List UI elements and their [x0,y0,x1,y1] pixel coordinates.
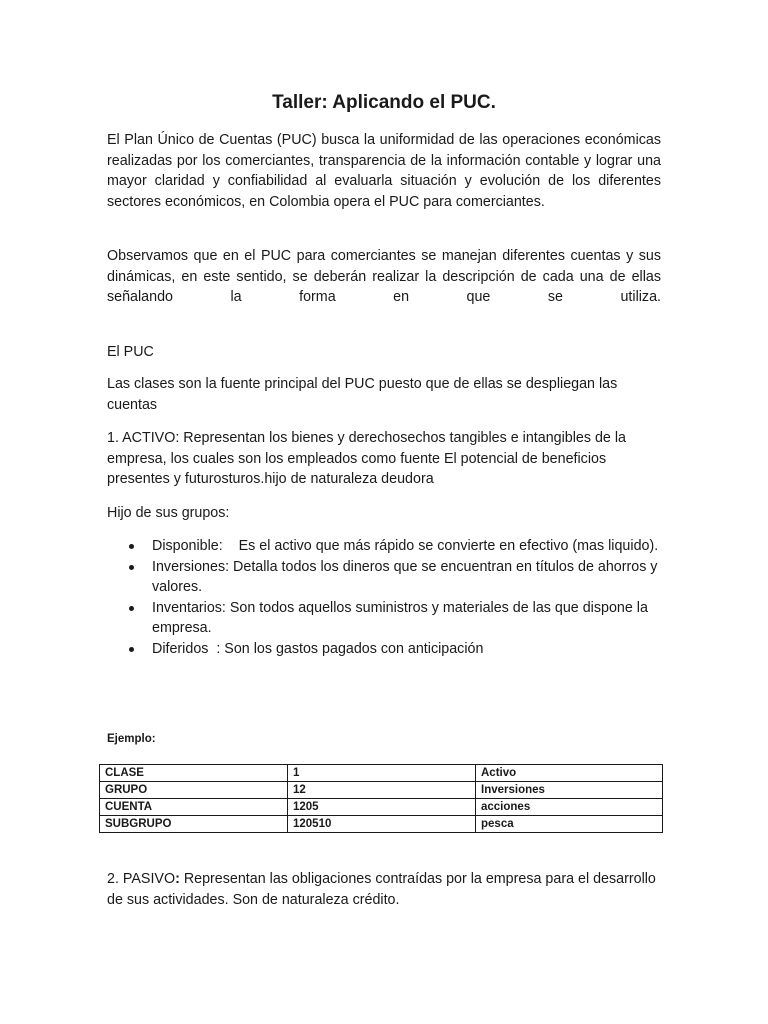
bullet-icon [129,647,134,652]
table-cell: 12 [288,782,476,799]
example-label: Ejemplo: [107,733,156,745]
table-cell: CLASE [100,765,288,782]
bullet-icon [129,606,134,611]
groups-label: Hijo de sus grupos: [107,505,230,521]
table-row [100,799,663,816]
list-item-text: Diferidos : Son los gastos pagados con anticipación [152,640,484,657]
list-item-text: Inventarios: Son todos aquellos suministros y materiales de las que dispone la empresa. [152,599,648,637]
table-cell: 120510 [288,816,476,833]
table-cell: 1 [288,765,476,782]
section-heading: El PUC [107,344,154,360]
table-cell: 1205 [288,799,476,816]
bullet-icon [129,544,134,549]
observation-paragraph: Observamos que en el PUC para comerciantes se manejan diferentes cuentas y sus dinámicas, en este sentido, se deberán realizar la descripción de cada una de ellas señalando la forma en que se utiliza. [107,248,661,306]
pasivo-prefix: 2. PASIVO [107,871,176,887]
pasivo-text: Representan las obligaciones contraídas por la empresa para el desarrollo de sus actividades. Son de naturaleza crédito. [107,871,656,908]
list-item [107,639,661,660]
groups-list [107,536,661,660]
document-title: Taller: Aplicando el PUC. [272,92,496,113]
table-cell: CUENTA [100,799,288,816]
activo-paragraph: 1. ACTIVO: Representan los bienes y derechosechos tangibles e intangibles de la empresa, los cuales son los empleados como fuente El potencial de beneficios presentes y futurosturos.hijo de naturaleza deudora [107,430,626,488]
table-cell: Activo [476,765,663,782]
intro-paragraph: El Plan Único de Cuentas (PUC) busca la uniformidad de las operaciones económicas realizadas por los comerciantes, transparencia de la información contable y lograr una mayor claridad y confiabilidad al evaluarla situación y evolución de los diferentes sectores económicos, en Colombia opera el PUC para comerciantes. [107,132,661,210]
list-item [107,557,661,598]
list-item-text: Disponible: Es el activo que más rápido se convierte en efectivo (mas liquido). [152,538,659,554]
list-item [107,598,661,639]
classes-paragraph: Las clases son la fuente principal del PUC puesto que de ellas se despliegan las cuentas [107,376,618,413]
table-row [100,816,663,833]
table-row [100,765,663,782]
example-table [99,764,663,833]
pasivo-paragraph [107,869,661,910]
table-cell: Inversiones [476,782,663,799]
table-row [100,782,663,799]
bullet-icon [129,565,134,570]
list-item [107,536,661,557]
list-item-text: Inversiones: Detalla todos los dineros que se encuentran en títulos de ahorros y valores. [152,558,658,596]
table-cell: SUBGRUPO [100,816,288,833]
table-cell: acciones [476,799,663,816]
pasivo-colon: : [175,871,180,887]
table-cell: GRUPO [100,782,288,799]
table-cell: pesca [476,816,663,833]
